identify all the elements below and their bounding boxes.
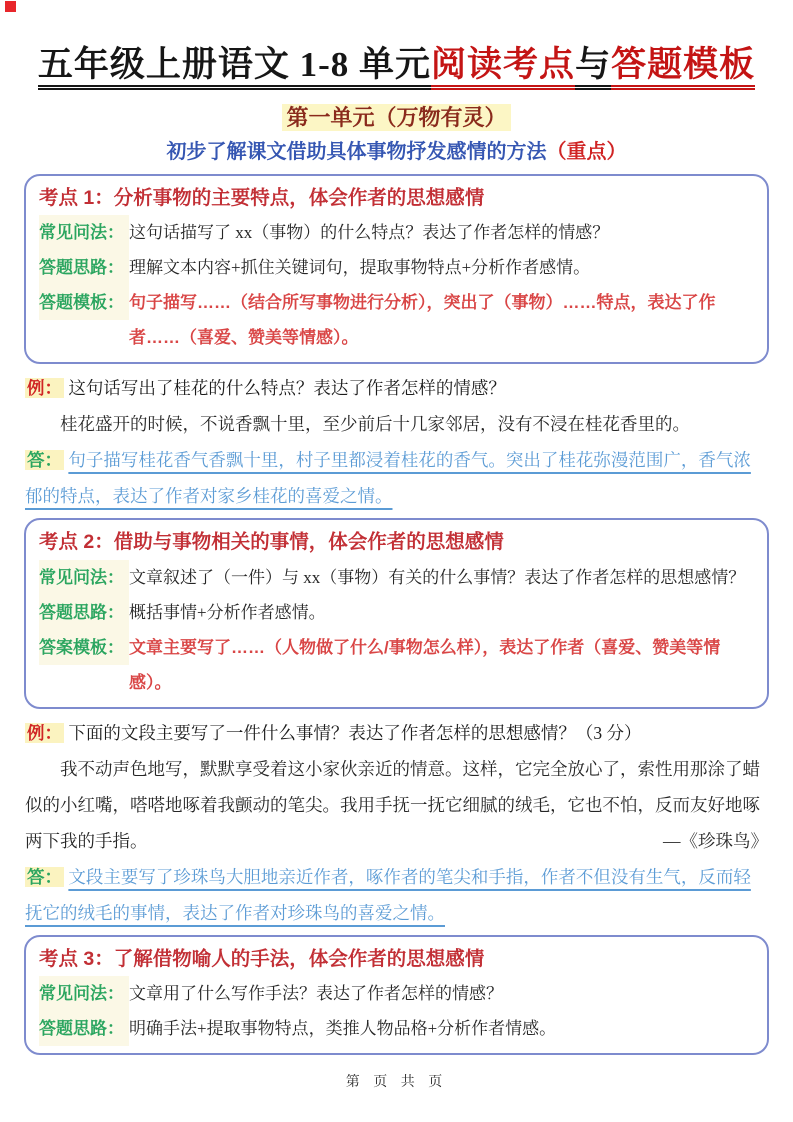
example-answer-line [25,442,768,514]
example-question-line [25,715,768,751]
example-passage [25,751,768,859]
row-label-common-question: 常见问法： [39,215,129,250]
answer-text: 文段主要写了珍珠鸟大胆地亲近作者，啄作者的笔尖和手指，作者不但没有生气，反而轻抚它的绒毛的事情，表达了作者对珍珠鸟的喜爱之情。 [25,866,751,923]
title-segment-red-2: 答题模板 [611,45,755,90]
kaodian-1-heading: 考点 1：分析事物的主要特点，体会作者的思想感情 [39,187,485,209]
row-text: 明确手法+提取事物特点，类推人物品格+分析作者情感。 [129,1018,557,1038]
example-question: 这句话写出了桂花的什么特点？表达了作者怎样的情感？ [68,378,506,399]
kaodian-row [39,215,754,250]
kaodian-row [39,595,754,630]
row-text: 概括事情+分析作者感情。 [129,602,326,622]
row-text-template: 文章主要写了……（人物做了什么/事物怎么样），表达了作者（喜爱、赞美等情感）。 [129,637,721,692]
example-question: 下面的文段主要写了一件什么事情？表达了作者怎样的思想感情？（3 分） [68,722,642,743]
row-label-answer-approach: 答题思路： [39,1011,129,1046]
section-heading [0,139,793,165]
example-label: 例： [27,722,62,743]
passage-text: 我不动声色地写，默默享受着这小家伙亲近的情意。这样，它完全放心了，索性用那涂了蜡似的小红嘴，嗒嗒地啄着我颤动的笔尖。我用手抚一抚它细腻的绒毛，它也不怕，反而友好地啄两下我的手指。 [25,758,760,851]
example-block-2 [25,715,768,931]
title-segment-red-1: 阅读考点 [431,45,575,90]
answer-label: 答： [27,450,62,471]
page-footer: 第 页 共 页 [345,1075,448,1090]
unit-heading [0,104,793,132]
kaodian-2-heading: 考点 2：借助与事物相关的事情，体会作者的思想感情 [39,531,504,554]
page-title [0,42,793,88]
answer-text: 句子描写桂花香气香飘十里，村子里都浸着桂花的香气。突出了桂花弥漫范围广，香气浓郁的特点，表达了作者对家乡桂花的喜爱之情。 [25,450,751,507]
kaodian-row [39,250,754,285]
row-label-common-question: 常见问法： [39,560,129,595]
kaodian-box-2 [24,518,769,708]
row-text: 这句话描写了 xx（事物）的什么特点？表达了作者怎样的情感？ [129,223,610,243]
kaodian-row [39,285,754,355]
row-label-answer-approach: 答题思路： [39,250,129,285]
row-label-answer-template: 答题模板： [39,285,129,320]
section-heading-main: 初步了解课文借助具体事物抒发感情的方法 [166,141,547,163]
row-text: 理解文本内容+抓住关键词句，提取事物特点+分析作者感情。 [129,258,591,278]
example-answer-line [25,859,768,931]
unit-heading-text: 第一单元（万物有灵） [282,104,510,131]
row-label-answer-template: 答案模板： [39,630,129,665]
kaodian-row [39,560,754,595]
section-heading-emphasis: （重点） [546,141,627,163]
title-segment-black-1: 五年级上册语文 1-8 单元 [38,45,431,90]
row-text: 文章叙述了（一件）与 xx（事物）有关的什么事情？表达了作者怎样的思想感情？ [129,567,746,587]
example-passage: 桂花盛开的时候，不说香飘十里，至少前后十几家邻居，没有不浸在桂花香里的。 [60,414,690,435]
example-block-1 [25,370,768,514]
answer-label: 答： [27,866,62,887]
kaodian-row [39,630,754,700]
corner-marker [5,1,16,12]
passage-attribution: —《珍珠鸟》 [663,830,768,851]
row-label-answer-approach: 答题思路： [39,595,129,630]
kaodian-box-3 [24,935,769,1055]
kaodian-3-heading: 考点 3：了解借物喻人的手法，体会作者的思想感情 [39,947,485,970]
example-question-line [25,370,768,406]
kaodian-row [39,976,754,1011]
example-label: 例： [27,378,62,399]
kaodian-row [39,1011,754,1046]
row-text-template: 句子描写……（结合所写事物进行分析），突出了（事物）……特点，表达了作者……（喜爱、赞美等情感）。 [129,293,716,348]
kaodian-box-1 [24,174,769,364]
title-segment-black-2: 与 [575,45,611,90]
row-text: 文章用了什么写作手法？表达了作者怎样的情感？ [129,983,503,1003]
row-label-common-question: 常见问法： [39,976,129,1011]
